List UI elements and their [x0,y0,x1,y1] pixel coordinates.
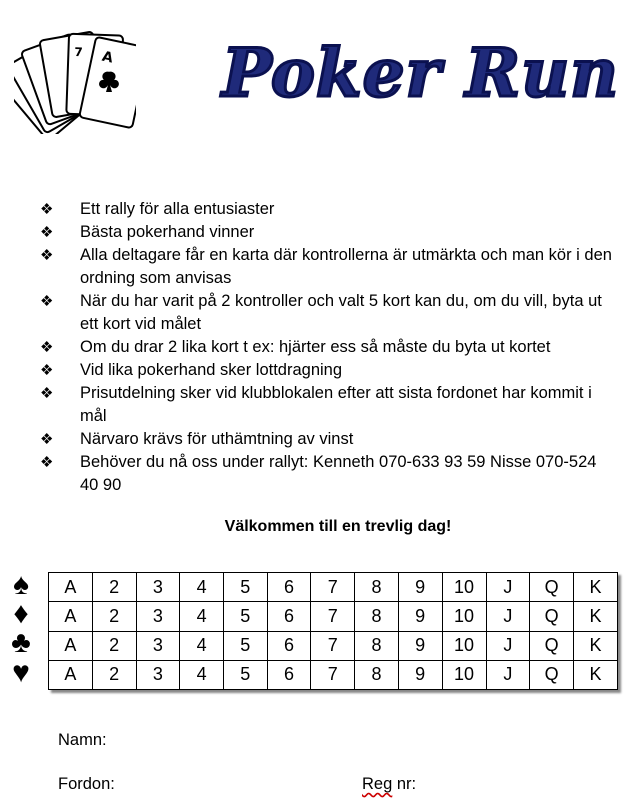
card-cell: 3 [136,602,180,631]
card-cell: 8 [355,660,399,689]
card-cell: 5 [223,573,267,602]
list-item: ❖ När du har varit på 2 kontroller och valt 5 kort kan du, om du vill, byta ut ett kort vid målet [40,292,602,333]
card-cell: 9 [398,631,442,660]
table-row [49,631,618,660]
diamond-bullet-icon: ❖ [40,201,54,218]
card-cell: 9 [398,660,442,689]
card-cell: 4 [180,573,224,602]
card-cell: 9 [398,602,442,631]
list-item: ❖ Bästa pokerhand vinner [40,221,618,244]
card-cell: Q [530,631,574,660]
card-cell: A [49,660,93,689]
playing-cards-icon [14,22,136,134]
card-cell: Q [530,573,574,602]
card-cell: 5 [223,660,267,689]
diamond-bullet-icon: ❖ [40,431,54,448]
card-cell: K [574,631,618,660]
card-cell: 9 [398,573,442,602]
diamond-bullet-icon: ❖ [40,385,54,402]
card-cell: 7 [311,602,355,631]
diamond-icon: ♦ [13,597,29,630]
card-cell: J [486,573,530,602]
card-cell: 10 [442,631,486,660]
card-cell: A [49,573,93,602]
name-label: Namn: [58,731,107,749]
card-cell: 10 [442,573,486,602]
list-item: ❖ Om du drar 2 lika kort t ex: hjärter ess så måste du byta ut kortet [40,336,618,359]
card-cell: Q [530,660,574,689]
svg-text:A: A [100,48,115,67]
card-cell: K [574,660,618,689]
diamond-bullet-icon: ❖ [40,362,54,379]
svg-text:7: 7 [74,44,84,60]
card-cell: 5 [223,631,267,660]
card-cell: 3 [136,631,180,660]
card-cell: 5 [223,602,267,631]
card-cell: J [486,631,530,660]
card-cell: 2 [92,602,136,631]
rules-list [40,198,618,497]
diamond-bullet-icon: ❖ [40,293,54,310]
diamond-bullet-icon: ❖ [40,247,54,264]
list-item: ❖ Ett rally för alla entusiaster [40,198,618,221]
card-cell: A [49,602,93,631]
card-cell: 2 [92,660,136,689]
card-cell: 4 [180,631,224,660]
club-icon: ♣ [11,626,31,659]
reg-number-label: Reg nr: [362,775,417,793]
card-cell: 4 [180,660,224,689]
diamond-bullet-icon: ❖ [40,339,54,356]
card-cell: 6 [267,631,311,660]
card-cell: 7 [311,573,355,602]
card-cell: 7 [311,631,355,660]
card-cell: 3 [136,660,180,689]
page-title: Poker Run [222,34,620,112]
table-row [49,573,618,602]
list-item: ❖ Prisutdelning sker vid klubblokalen efter att sista fordonet har kommit i mål [40,384,592,425]
card-cell: 7 [311,660,355,689]
card-cell: 6 [267,602,311,631]
card-cell: A [49,631,93,660]
vehicle-label: Fordon: [58,775,115,793]
card-cell: J [486,660,530,689]
card-cell: 3 [136,573,180,602]
card-grid [48,572,618,690]
list-item: ❖ Närvaro krävs för uthämtning av vinst [40,428,618,451]
card-cell: 6 [267,573,311,602]
table-row [49,602,618,631]
welcome-message: Välkommen till en trevlig dag! [224,518,452,535]
spade-icon: ♠ [13,568,29,601]
card-cell: 8 [355,573,399,602]
card-cell: Q [530,602,574,631]
table-row [49,660,618,689]
diamond-bullet-icon: ❖ [40,454,54,471]
diamond-bullet-icon: ❖ [40,224,54,241]
card-cell: 8 [355,602,399,631]
card-cell: 10 [442,602,486,631]
card-cell: K [574,573,618,602]
list-item: ❖ Behöver du nå oss under rallyt: Kenneth 070-633 93 59 Nisse 070-524 40 90 [40,453,597,494]
list-item: ❖ Alla deltagare får en karta där kontrollerna är utmärkta och man kör i den ordning som anvisas [40,246,612,287]
card-cell: 10 [442,660,486,689]
card-cell: 2 [92,573,136,602]
list-item: ❖ Vid lika pokerhand sker lottdragning [40,359,618,382]
card-cell: K [574,602,618,631]
card-cell: 8 [355,631,399,660]
card-cell: 2 [92,631,136,660]
card-cell: 4 [180,602,224,631]
card-cell: J [486,602,530,631]
card-cell: 6 [267,660,311,689]
heart-icon: ♥ [12,656,30,689]
